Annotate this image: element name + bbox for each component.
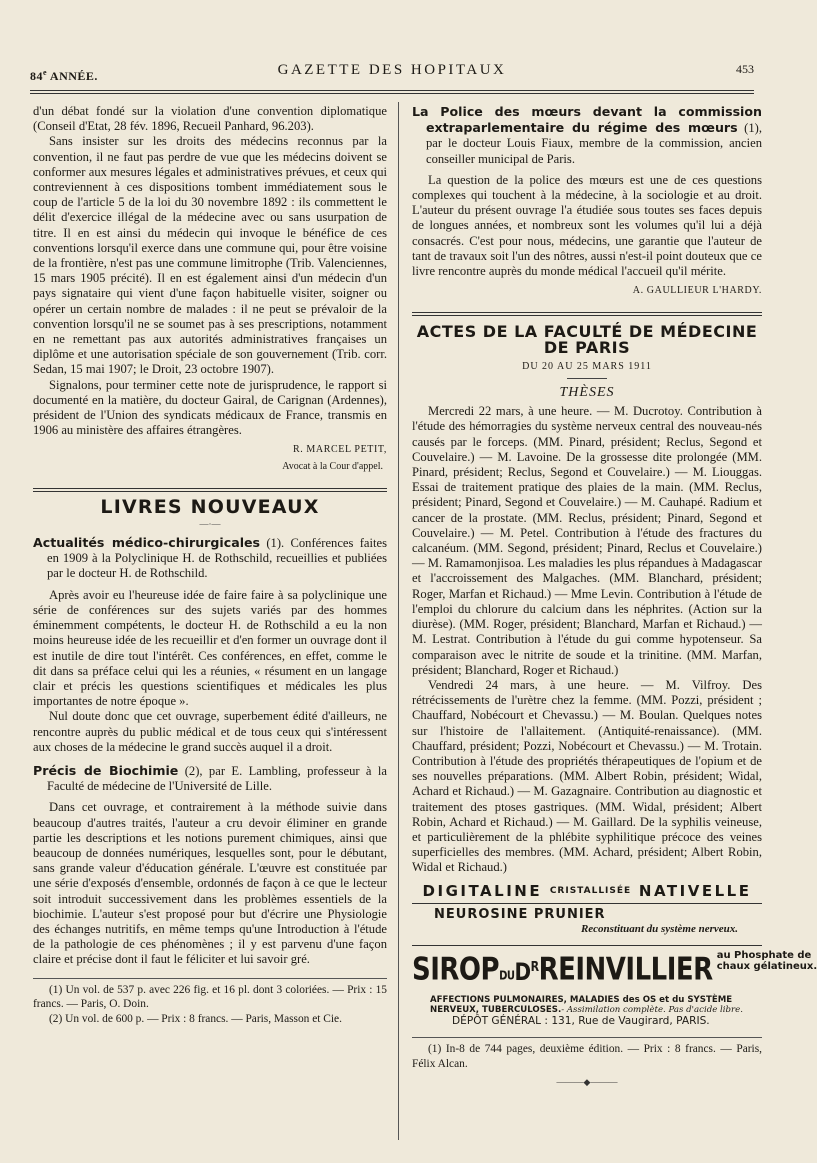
section-rule <box>412 312 762 316</box>
issue-year: 84e ANNÉE. <box>30 68 98 83</box>
author-signature: A. GAULLIEUR L'HARDY. <box>632 285 762 297</box>
book-entry: Précis de Biochimie (2), par E. Lambling, professeur à la Faculté de médecine de l'Université de Lille. <box>33 762 387 794</box>
section-rule <box>33 488 387 492</box>
author-title: Avocat à la Cour d'appel. <box>282 460 383 472</box>
book-entry: La Police des mœurs devant la commission extraparlementaire du régime des mœurs (1), par le docteur Louis Fiaux, membre de la commission, ancien conseiller municipal de Paris. <box>412 104 762 166</box>
section-title-actes: ACTES DE LA FACULTÉ DE MÉDECINE DE PARIS <box>416 322 758 357</box>
paragraph: Signalons, pour terminer cette note de jurisprudence, le rapport si documenté en la matière, du docteur Gairal, de Carignan (Ardennes), président de l'Union des syndicats médicaux de France, transmis en 1906 au ministère des affaires étrangères. <box>33 377 387 438</box>
left-column <box>33 104 387 1026</box>
section-dates: DU 20 AU 25 MARS 1911 <box>522 360 652 372</box>
paragraph: La question de la police des mœurs est une de ces questions complexes qui touchent à la médecine, à la sociologie et au droit. L'auteur du présent ouvrage l'a étudiée sous toutes ses faces depuis de longues années, et nombreux sont les volumes qu'il lui a déjà consacrés. C'est pour nous, médecins, une garantie que l'auteur de tant de travaux soit l'un des nôtres, aussi n'est-il point douteux que ce livre rencontre auprès du monde médical l'accueil qu'il mérite. <box>412 172 762 279</box>
right-column <box>412 104 817 1090</box>
paragraph: d'un débat fondé sur la violation d'une convention diplomatique (Conseil d'Etat, 28 fév. 1896, Recueil Panhard, 96.203). <box>33 104 387 134</box>
footnote: (1) In-8 de 744 pages, deuxième édition. — Prix : 8 francs. — Paris, Félix Alcan. <box>412 1042 762 1070</box>
ad-digitaline: DIGITALINE CRISTALLISÉE NATIVELLE <box>422 881 752 900</box>
theses-heading: THÈSES <box>559 385 615 401</box>
theses-entry: Vendredi 24 mars, à une heure. — M. Vilfroy. Des rétrécissements de l'urètre chez la femme. (MM. Pozzi, président ; Chauffard, Nobécourt et Chevassu.) — M. Boulan. Quelques notes sur l'histoire de l'allaitement. (Antiquité-renaissance). (MM. Chauffard, président; Pozzi, Nobécourt et Chevassu.) — M. Trotain. Contribution à l'étude des propriétés thérapeutiques de l'opium et de ses nouvelles préparations. (MM. Albert Robin, président; Widal, Achard et Richaud.) — M. Gazagnaire. Contribution au diagnostic et traitement des ptoses gastriques. (MM. Widal, président; Albert Robin, Achard et Richaud.) — M. Gaillard. De la syphilis veineuse, et particulièrement de la phlébite syphilitique précoce des veines superficielles des membres. (MM. Achard, président; Albert Robin, Widal et Richaud.) <box>412 677 762 875</box>
paragraph: Sans insister sur les droits des médecins reconnus par la convention, il ne faut pas perdre de vue que les médecins doivent se conformer aux mesures légales et administratives prévues, et ceux qui contreviennent à ces dispositions tombent immédiatement sous le coup de l'article 5 de la loi du 30 novembre 1892 : ils commettent le délit d'exercice illégal de la médecine avec ou sans usurpation de titre. Il en est ainsi du médecin qui invoque le bénéfice de ces conventions lorsqu'il exerce dans une commune qui, pour être voisine de la frontière, n'est pas une commune limitrophe (Trib. Valenciennes, 15 mars 1905 précité). Il en est également ainsi d'un médecin d'un pays signataire qui vient d'une façon habituelle visiter, soigner ou opérer un certain nombre de malades : il ne peut se prévaloir de la convention lorsqu'il ne se soumet pas à ses prescriptions, notamment en ne remettant pas aux autorités administratives françaises un diplôme et une autorisation spéciale de son gouvernement (Trib. corr. Sedan, 15 mai 1907; le Droit, 23 octobre 1907). <box>33 134 387 377</box>
short-rule <box>567 378 607 379</box>
author-signature: R. MARCEL PETIT, <box>292 444 387 456</box>
footnote: (2) Un vol. de 600 p. — Prix : 8 francs. — Paris, Masson et Cie. <box>49 1012 342 1025</box>
footnote-rule <box>412 1037 762 1038</box>
page-header <box>30 62 754 84</box>
ad-neurosine-tagline: Reconstituant du système nerveux. <box>580 923 738 936</box>
column-divider <box>398 102 399 1140</box>
section-title-livres: LIVRES NOUVEAUX <box>100 495 320 518</box>
header-rule <box>30 90 754 94</box>
advertisement-block <box>412 881 817 1027</box>
paragraph: Après avoir eu l'heureuse idée de faire faire à sa polyclinique une série de conférences sur des sujets variés par des hommes éminemment compétents, le docteur H. de Rothschild a eu la non moins heureuse idée de les recueillir et d'en former un ouvrage dont il est inutile de dire tout l'intérêt. Ces conférences, en effet, comme le dit dans sa préface celui qui les a réunies, « résument en un langage clair et précis les questions scientifiques et médicales les plus importantes de notre époque ». <box>33 587 387 709</box>
ad-sirop-subtitle: au Phosphate de chaux gélatineux. <box>716 950 817 973</box>
ad-sirop-indications: AFFECTIONS PULMONAIRES, MALADIES des OS et du SYSTÈME NERVEUX, TUBERCULOSES.- Assimilation complète. Pas d'acide libre. <box>430 994 743 1015</box>
page-number: 453 <box>736 62 754 76</box>
journal-title: GAZETTE DES HOPITAUX <box>277 62 507 78</box>
flourish-ornament: —·— <box>199 519 221 530</box>
end-ornament: ———◆——— <box>556 1077 618 1088</box>
ad-sirop-address: DÉPÔT GÉNÉRAL : 131, Rue de Vaugirard, PARIS. <box>452 1014 710 1027</box>
footnote: (1) Un vol. de 537 p. avec 226 fig. et 16 pl. dont 3 coloriées. — Prix : 15 francs. — Paris, O. Doin. <box>33 983 387 1011</box>
paragraph: Nul doute donc que cet ouvrage, superbement édité d'ailleurs, ne rencontre auprès du public médical et de tous ceux qui s'intéressent aux choses de la médecine le grand succès auquel il a droit. <box>33 709 387 754</box>
ad-sirop-name: $SIROPDUD^RREINVILLIER$ <box>412 952 713 989</box>
theses-entry: Mercredi 22 mars, à une heure. — M. Ducrotoy. Contribution à l'étude des hémorragies du système nerveux central des nouveau-nés causés par le forceps. (MM. Pinard, président; Reclus, Segond et Couvelaire.) — M. Lavoine. De la grossesse dite prolongée (MM. Pinard, président; Reclus, Segond et Couvelaire.) — M. Liouggas. Essai de traitement pratique des plaies de la main. (MM. Reclus, président; Pinard, Segond et Couvelaire.) — M. Cauhapé. Radium et cancer de la prostate. (MM. Reclus, président; Pinard, Segond et Couvelaire.) — M. Petel. Contribution à l'étude des fractures du calcanéum. (MM. Segond, président; Pinard, Reclus et Couvelaire.) — M. Ramamonjisoa. Les maladies les plus répandues à Madagascar et l'accroissement des Malgaches. (MM. Blanchard, président; Roger, Marfan et Richaud.) — Mme Levin. Contribution à l'étude de l'emploi du chlorure du calcium dans les néphrites. (Action sur la diurèse). (MM. Roger, président; Blanchard, Marfan et Richaud.) — M. Lestrat. Contribution à l'étude du gui comme hypotenseur. Sa comparaison avec le nitrite de soude et la trinitine. (MM. Marfan, président; Blanchard, Roger et Richaud.) <box>412 404 762 677</box>
ad-neurosine: NEUROSINE PRUNIER <box>412 903 762 922</box>
book-entry: Actualités médico-chirurgicales (1). Conférences faites en 1909 à la Polyclinique H. de Rothschild, recueillies et publiées par le docteur H. de Rothschild. <box>33 535 387 581</box>
ad-sirop <box>412 945 817 989</box>
paragraph: Dans cet ouvrage, et contrairement à la méthode suivie dans beaucoup d'autres traités, l'auteur a cru devoir éliminer en grande partie les descriptions et les notions purement chimiques, ainsi que beaucoup de données numériques, lesquelles sont, pour le débutant, sans grande valeur d'éducation générale. L'œuvre est constituée par une série d'exposés d'ensemble, ordonnés de façon à ce que le lecteur soit introduit successivement dans les problèmes essentiels de la biochimie. L'auteur s'est proposé pour but d'écrire une Physiologie des échanges nutritifs, en même temps qu'une Introduction à l'étude de la pathologie de ces phénomènes ; il y est parvenu d'une façon claire et précise dont il faut le féliciter et lui savoir gré. <box>33 800 387 967</box>
footnote-rule <box>33 978 387 979</box>
